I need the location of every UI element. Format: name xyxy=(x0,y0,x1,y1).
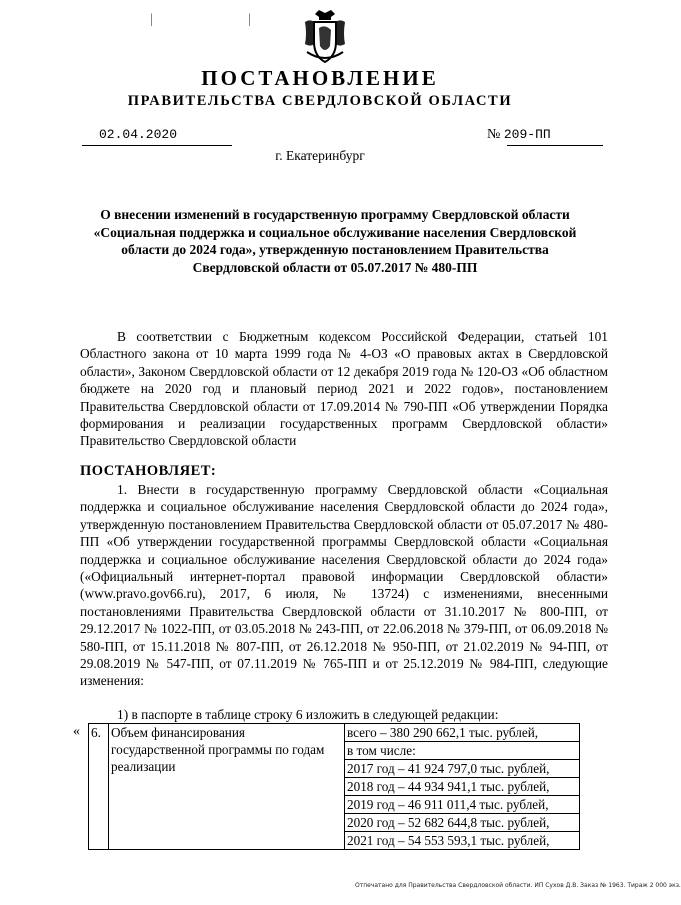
number-prefix: № xyxy=(487,127,501,142)
value-line: 2018 год – 44 934 941,1 тыс. рублей, xyxy=(345,778,579,796)
document-type-title: ПОСТАНОВЛЕНИЕ xyxy=(201,66,439,90)
row-name-cell: Объем финансирования государственной программы по годам реализации xyxy=(109,724,345,850)
date-underline xyxy=(82,145,232,146)
number-underline xyxy=(507,145,603,146)
value-line: 2017 год – 41 924 797,0 тыс. рублей, xyxy=(345,760,579,778)
table-row xyxy=(89,724,580,850)
resolves-heading: ПОСТАНОВЛЯЕТ: xyxy=(80,463,217,479)
passport-table xyxy=(88,723,580,850)
city: г. Екатеринбург xyxy=(275,148,365,163)
value-line: 2021 год – 54 553 593,1 тыс. рублей, xyxy=(347,833,550,848)
amendment-paragraph: 1. Внести в государственную программу Свердловской области «Социальная поддержка и социальное обслуживание населения Свердловской области до 2024 года», утвержденную постановлением Правительства Свердловской области от 05.07.2017 № 480-ПП «Об утверждении государственной программы Свердловской области «Социальная поддержка и социальное обслуживание населения Свердловской области до 2024 года» («Официальный интернет-портал правовой информации Свердловской области» (www.pravo.gov66.ru), 2017, 6 июля, № 13724) с изменениями, внесенными постановлениями Правительства Свердловской области от 31.10.2017 № 800-ПП, от 29.12.2017 № 1022-ПП, от 03.05.2018 № 243-ПП, от 22.06.2018 № 379-ПП, от 06.09.2018 № 580-ПП, от 15.11.2018 № 807-ПП, от 26.12.2018 № 950-ПП, от 21.02.2019 № 94-ПП, от 29.08.2019 № 547-ПП, от 07.11.2019 № 765-ПП и от 25.12.2019 № 984-ПП, следующие изменения: xyxy=(80,482,608,689)
issuing-authority: ПРАВИТЕЛЬСТВА СВЕРДЛОВСКОЙ ОБЛАСТИ xyxy=(127,93,513,109)
value-line: 2019 год – 46 911 011,4 тыс. рублей, xyxy=(345,796,579,814)
coat-of-arms-emblem xyxy=(297,8,353,66)
value-line: всего – 380 290 662,1 тыс. рублей, xyxy=(345,724,579,742)
value-line: в том числе: xyxy=(345,742,579,760)
number-value: 209-ПП xyxy=(503,127,551,142)
opening-quote: « xyxy=(73,724,80,739)
scan-marks: | | xyxy=(150,12,298,27)
document-number xyxy=(487,127,551,143)
print-footer: Отпечатано для Правительства Свердловской области. ИП Сухов Д.В. Заказ № 1963. Тираж 2 000 экз. xyxy=(355,882,681,889)
row-number-cell: 6. xyxy=(89,724,109,850)
table-intro-paragraph: 1) в паспорте в таблице строку 6 изложить в следующей редакции: xyxy=(117,707,499,722)
document-subject: О внесении изменений в государственную программу Свердловской области «Социальная поддержка и социальное обслуживание населения Свердловской области до 2024 года», утвержденную постановлением Правительства Свердловской области от 05.07.2017 № 480-ПП xyxy=(93,207,577,275)
row-values-cell xyxy=(345,724,580,850)
preamble-paragraph: В соответствии с Бюджетным кодексом Российской Федерации, статьей 101 Областного закона от 10 марта 1999 года № 4-ОЗ «О правовых актах в Свердловской области», Законом Свердловской области от 12 декабря 2019 года № 120-ОЗ «Об областном бюджете на 2020 год и плановый период 2021 и 2022 годов», постановлением Правительства Свердловской области от 17.09.2014 № 790-ПП «Об утверждении Порядка формирования и реализации государственных программ Свердловской области» Правительство Свердловской области xyxy=(80,329,608,449)
document-date: 02.04.2020 xyxy=(99,127,178,142)
value-line: 2020 год – 52 682 644,8 тыс. рублей, xyxy=(345,814,579,832)
